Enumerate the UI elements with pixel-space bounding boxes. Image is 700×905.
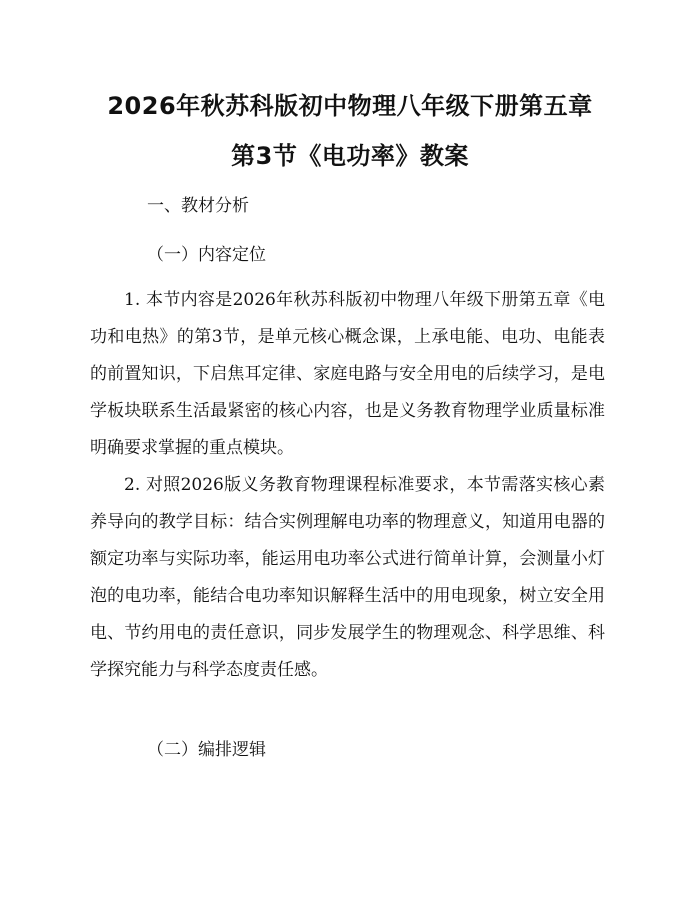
section-heading-textbook-analysis: 一、教材分析 [147, 196, 249, 216]
subsection-heading-content-positioning: （一）内容定位 [147, 245, 266, 265]
document-title-line-1: 2026年秋苏科版初中物理八年级下册第五章 [107, 92, 593, 120]
paragraph-content-positioning-2: 2. 对照2026版义务教育物理课程标准要求，本节需落实核心素养导向的教学目标：结合实例理解电功率的物理意义，知道用电器的额定功率与实际功率，能运用电功率公式进行简单计算，会测量小灯泡的电功率，能结合电功率知识解释生活中的用电现象，树立安全用电、节约用电的责任意识，同步发展学生的物理观念、科学思维、科学探究能力与科学态度责任感。 [90, 475, 605, 680]
subsection-heading-arrangement-logic: （二）编排逻辑 [147, 740, 266, 760]
paragraph-content-positioning-1: 1. 本节内容是2026年秋苏科版初中物理八年级下册第五章《电功和电热》的第3节，是单元核心概念课，上承电能、电功、电能表的前置知识，下启焦耳定律、家庭电路与安全用电的后续学习，是电学板块联系生活最紧密的核心内容，也是义务教育物理学业质量标准明确要求掌握的重点模块。 [90, 290, 605, 458]
document-title-line-2: 第3节《电功率》教案 [231, 142, 469, 170]
